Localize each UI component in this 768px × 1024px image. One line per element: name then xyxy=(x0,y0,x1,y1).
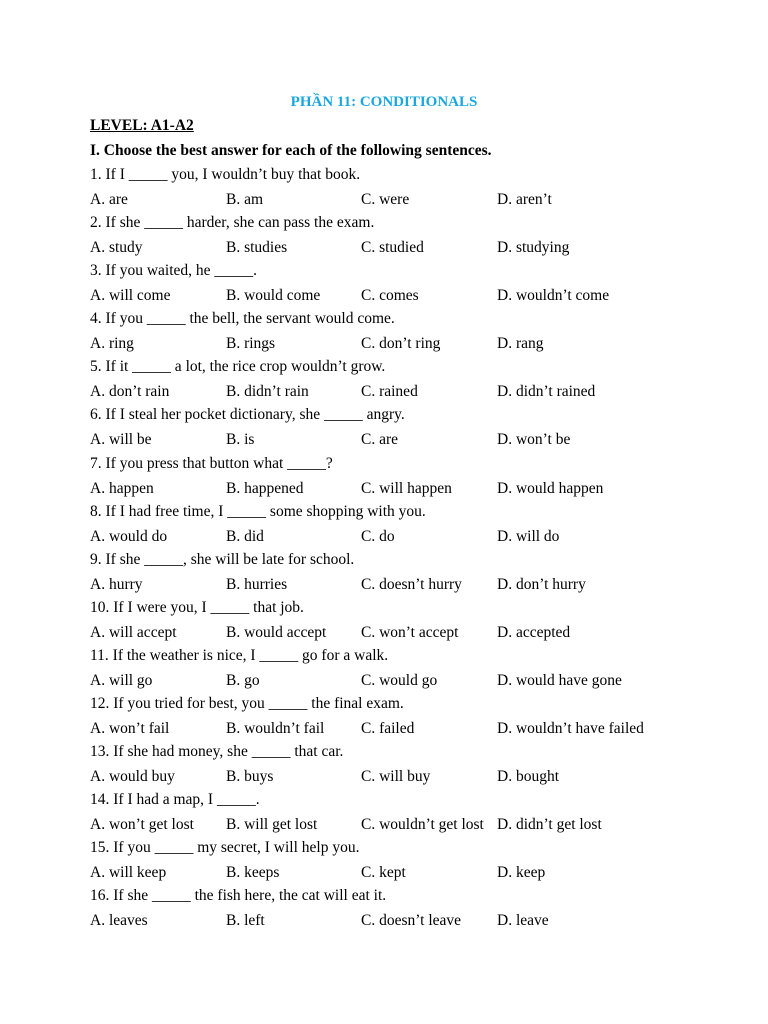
answer-option-c: C. do xyxy=(361,527,395,545)
question-item xyxy=(90,597,690,645)
answer-option-a: A. ring xyxy=(90,335,134,353)
answer-option-a: A. won’t fail xyxy=(90,720,170,738)
answer-option-a: A. leaves xyxy=(90,912,148,930)
answer-option-b: B. buys xyxy=(226,768,274,786)
answer-option-b: B. wouldn’t fail xyxy=(226,720,325,738)
question-text: 9. If she _____, she will be late for school. xyxy=(90,550,355,568)
answer-option-c: C. kept xyxy=(361,864,406,882)
answer-option-b: B. happened xyxy=(226,479,304,497)
answer-options xyxy=(90,909,690,933)
question-item xyxy=(90,404,690,452)
answer-option-d: D. studying xyxy=(497,239,570,257)
answer-option-b: B. would accept xyxy=(226,623,327,641)
answer-option-a: A. won’t get lost xyxy=(90,816,194,834)
answer-option-c: C. comes xyxy=(361,287,419,305)
question-item xyxy=(90,453,690,501)
answer-option-c: C. rained xyxy=(361,383,418,401)
question-text: 15. If you _____ my secret, I will help you. xyxy=(90,839,360,857)
question-item xyxy=(90,356,690,404)
answer-option-b: B. studies xyxy=(226,239,288,257)
question-text: 16. If she _____ the fish here, the cat will eat it. xyxy=(90,887,387,905)
question-text: 13. If she had money, she _____ that car. xyxy=(90,743,344,761)
answer-option-d: D. didn’t get lost xyxy=(497,816,602,834)
answer-option-c: C. doesn’t leave xyxy=(361,912,462,930)
answer-option-c: C. failed xyxy=(361,720,415,738)
answer-option-c: C. don’t ring xyxy=(361,335,441,353)
answer-option-d: D. wouldn’t come xyxy=(497,287,610,305)
question-text: 6. If I steal her pocket dictionary, she _____ angry. xyxy=(90,406,405,424)
answer-option-b: B. didn’t rain xyxy=(226,383,309,401)
answer-option-c: C. will happen xyxy=(361,479,452,497)
answer-option-a: A. will come xyxy=(90,287,171,305)
answer-options xyxy=(90,525,690,549)
answer-option-a: A. will go xyxy=(90,671,153,689)
answer-option-c: C. doesn’t hurry xyxy=(361,575,462,593)
answer-options xyxy=(90,188,690,212)
question-item xyxy=(90,693,690,741)
answer-option-a: A. are xyxy=(90,191,128,208)
answer-option-d: D. bought xyxy=(497,768,559,786)
question-text: 8. If I had free time, I _____ some shopping with you. xyxy=(90,502,426,520)
answer-option-b: B. will get lost xyxy=(226,816,318,834)
answer-option-b: B. would come xyxy=(226,287,321,305)
answer-options xyxy=(90,428,690,452)
answer-options xyxy=(90,717,690,741)
answer-option-a: A. will keep xyxy=(90,864,167,882)
answer-option-c: C. would go xyxy=(361,671,438,689)
question-text: 7. If you press that button what _____? xyxy=(90,454,333,472)
question-text: 5. If it _____ a lot, the rice crop wouldn’t grow. xyxy=(90,358,386,376)
document-title: PHẦN 11: CONDITIONALS xyxy=(290,94,478,110)
answer-option-d: D. rang xyxy=(497,335,544,353)
answer-option-b: B. left xyxy=(226,912,265,930)
answer-option-d: D. keep xyxy=(497,864,546,882)
question-text: 10. If I were you, I _____ that job. xyxy=(90,598,304,616)
question-item xyxy=(90,837,690,885)
question-text: 3. If you waited, he _____. xyxy=(90,262,258,280)
answer-option-d: D. aren’t xyxy=(497,191,552,208)
answer-option-a: A. will be xyxy=(90,431,152,449)
question-item xyxy=(90,885,690,933)
question-item xyxy=(90,549,690,597)
answer-option-b: B. is xyxy=(226,431,255,449)
answer-options xyxy=(90,861,690,885)
question-text: 2. If she _____ harder, she can pass the exam. xyxy=(90,214,375,232)
answer-option-c: C. won’t accept xyxy=(361,623,459,641)
answer-option-b: B. go xyxy=(226,671,260,689)
answer-options xyxy=(90,236,690,260)
answer-option-d: D. didn’t rained xyxy=(497,383,596,401)
answer-option-b: B. rings xyxy=(226,335,276,353)
question-item xyxy=(90,212,690,260)
answer-option-d: D. will do xyxy=(497,527,560,545)
answer-option-b: B. did xyxy=(226,527,264,545)
answer-options xyxy=(90,669,690,693)
answer-option-d: D. wouldn’t have failed xyxy=(497,720,644,738)
answer-options xyxy=(90,332,690,356)
answer-option-d: D. don’t hurry xyxy=(497,575,586,593)
answer-option-c: C. wouldn’t get lost xyxy=(361,816,484,834)
section-instruction: I. Choose the best answer for each of the following sentences. xyxy=(90,142,492,159)
question-item xyxy=(90,789,690,837)
answer-option-a: A. would do xyxy=(90,527,168,545)
answer-option-b: B. keeps xyxy=(226,864,280,882)
level-heading: LEVEL: A1-A2 xyxy=(90,117,194,134)
answer-option-d: D. accepted xyxy=(497,623,571,641)
answer-options xyxy=(90,573,690,597)
answer-option-a: A. would buy xyxy=(90,768,175,786)
answer-option-a: A. happen xyxy=(90,479,154,497)
answer-options xyxy=(90,284,690,308)
answer-option-b: B. am xyxy=(226,191,264,208)
question-list xyxy=(90,164,690,934)
answer-option-b: B. hurries xyxy=(226,575,288,593)
answer-option-d: D. would happen xyxy=(497,479,604,497)
question-text: 12. If you tried for best, you _____ the final exam. xyxy=(90,695,404,713)
question-item xyxy=(90,260,690,308)
answer-options xyxy=(90,813,690,837)
question-text: 4. If you _____ the bell, the servant would come. xyxy=(90,310,395,328)
answer-option-d: D. would have gone xyxy=(497,671,622,689)
answer-option-a: A. study xyxy=(90,239,143,257)
question-item xyxy=(90,164,690,212)
question-text: 14. If I had a map, I _____. xyxy=(90,791,260,809)
question-item xyxy=(90,645,690,693)
question-item xyxy=(90,741,690,789)
answer-option-c: C. are xyxy=(361,431,399,449)
question-text: 11. If the weather is nice, I _____ go for a walk. xyxy=(90,646,389,664)
answer-option-d: D. leave xyxy=(497,912,549,930)
answer-option-d: D. won’t be xyxy=(497,431,571,449)
answer-option-c: C. studied xyxy=(361,239,424,257)
answer-option-a: A. don’t rain xyxy=(90,383,170,401)
answer-option-c: C. were xyxy=(361,191,410,208)
answer-option-a: A. will accept xyxy=(90,623,177,641)
answer-option-a: A. hurry xyxy=(90,575,143,593)
question-item xyxy=(90,501,690,549)
answer-option-c: C. will buy xyxy=(361,768,431,786)
answer-options xyxy=(90,380,690,404)
answer-options xyxy=(90,477,690,501)
question-text: 1. If I _____ you, I wouldn’t buy that book. xyxy=(90,166,361,183)
answer-options xyxy=(90,765,690,789)
answer-options xyxy=(90,621,690,645)
question-item xyxy=(90,308,690,356)
